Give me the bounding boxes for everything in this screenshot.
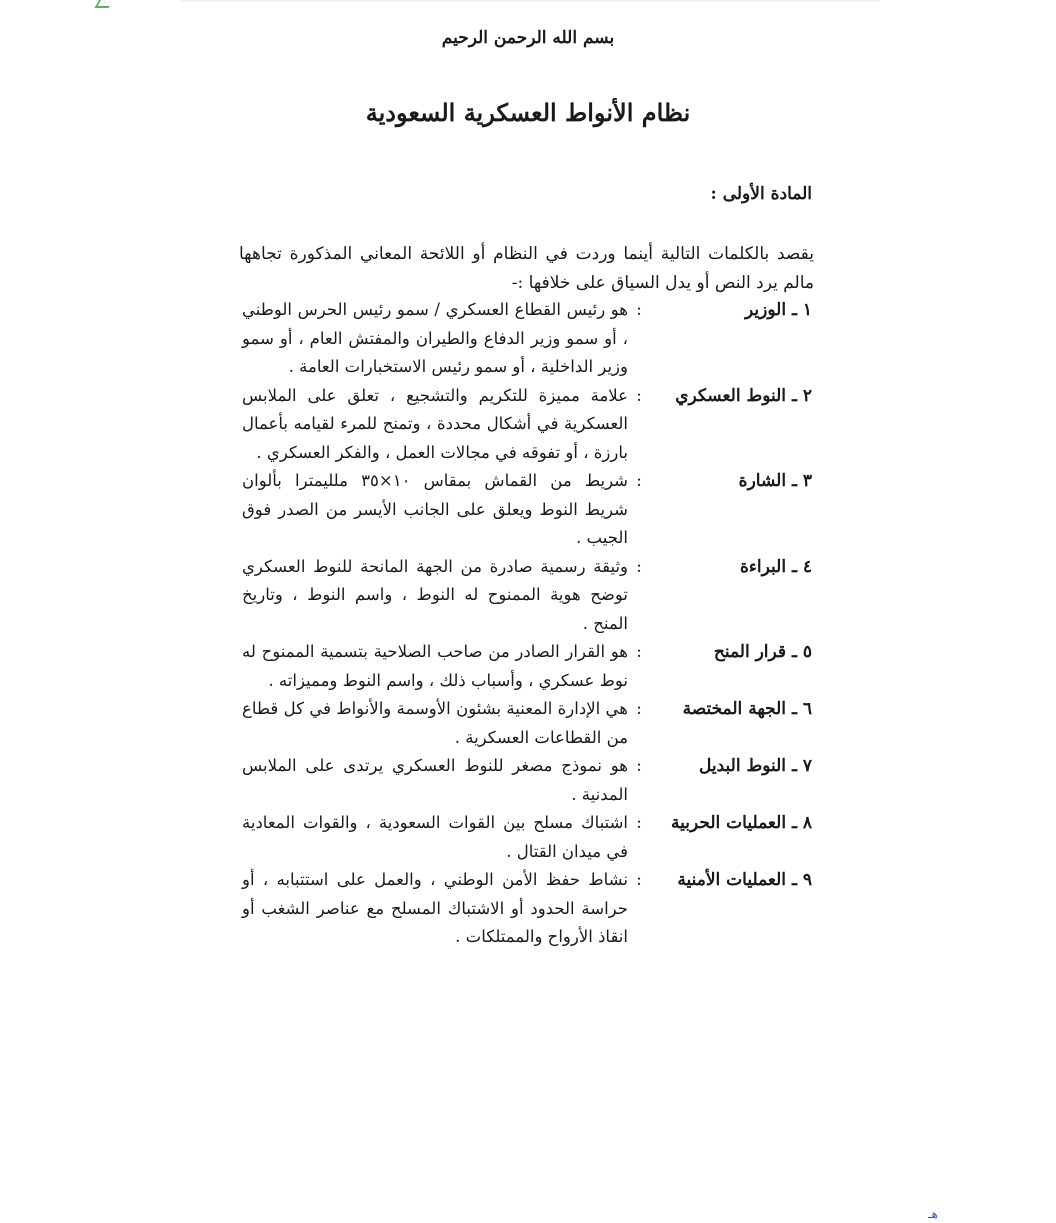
definition-colon: :	[636, 813, 642, 832]
definition-text: هي الإدارة المعنية بشئون الأوسمة والأنواط في كل قطاع من القطاعات العسكرية .	[242, 699, 628, 747]
definition-text: هو القرار الصادر من صاحب الصلاحية بتسمية الممنوح له نوط عسكري ، وأسباب ذلك ، واسم النوط ومميزاته .	[242, 642, 628, 690]
definition-colon: :	[636, 870, 642, 889]
definition-colon: :	[636, 556, 642, 576]
definition-term: ٨ ـ العمليات الحربية	[671, 813, 812, 833]
definition-text: هو نموذج مصغر للنوط العسكري يرتدى على الملابس المدنية .	[242, 756, 628, 804]
definition-item	[242, 752, 812, 809]
definition-colon: :	[636, 385, 642, 405]
definition-item	[242, 695, 812, 752]
definition-item	[242, 866, 812, 952]
definition-text: علامة مميزة للتكريم والتشجيع ، تعلق على الملابس العسكرية في أشكال محددة ، وتمنح للمرء لقيامه بأعمال بارزة ، أو تفوقه في مجالات العمل ، والفكر العسكري .	[242, 385, 628, 462]
definition-colon: :	[636, 300, 642, 319]
definition-item	[242, 638, 812, 695]
definition-text: نشاط حفظ الأمن الوطني ، والعمل على استتبابه ، أو حراسة الحدود أو الاشتباك المسلح مع عناصر الشغب أو انقاذ الأرواح والممتلكات .	[242, 870, 628, 946]
definition-item	[242, 467, 812, 553]
basmala-heading: بسم الله الرحمن الرحيم	[441, 28, 615, 48]
document-title: نظام الأنواط العسكرية السعودية	[365, 98, 691, 127]
definition-colon: :	[636, 642, 642, 661]
intro-paragraph: يقصد بالكلمات التالية أينما وردت في النظام أو اللائحة المعاني المذكورة تجاهها مالم يرد النص أو يدل السياق على خلافها :-	[239, 244, 814, 293]
definition-item	[242, 382, 812, 468]
definition-text: هو رئيس القطاع العسكري / سمو رئيس الحرس الوطني ، أو سمو وزير الدفاع والطيران والمفتش العام ، أو سمو وزير الداخلية ، أو سمو رئيس الاستخبارات العامة .	[242, 300, 628, 376]
definition-item	[242, 296, 812, 382]
definition-term: ٢ ـ النوط العسكري	[675, 385, 812, 406]
definition-term: ٥ ـ قرار المنح	[713, 642, 812, 662]
definition-item	[242, 809, 812, 866]
definition-term: ٤ ـ البراءة	[740, 556, 812, 577]
definition-term: ١ ـ الوزير	[745, 300, 812, 320]
page-corner-mark: هـ	[928, 1207, 938, 1221]
definition-term: ٩ ـ العمليات الأمنية	[677, 870, 812, 890]
definition-term: ٣ ـ الشارة	[738, 471, 812, 491]
article-heading: المادة الأولى :	[710, 184, 812, 204]
definition-text: وثيقة رسمية صادرة من الجهة المانحة للنوط العسكري توضح هوية الممنوح له النوط ، واسم النوط ، وتاريخ المنح .	[242, 556, 628, 633]
definition-colon: :	[636, 471, 642, 490]
definition-term: ٧ ـ النوط البديل	[699, 756, 812, 776]
scan-artifact	[180, 0, 880, 2]
corner-check-mark	[95, 0, 116, 8]
definitions-list	[242, 296, 812, 952]
definition-colon: :	[636, 699, 642, 718]
definition-colon: :	[636, 756, 642, 775]
definition-text: اشتباك مسلح بين القوات السعودية ، والقوات المعادية في ميدان القتال .	[242, 813, 628, 861]
definition-text: شريط من القماش بمقاس ١٠×٣٥ ملليمترا بألوان شريط النوط ويعلق على الجانب الأيسر من الصدر فوق الجيب .	[242, 471, 629, 547]
definition-term: ٦ ـ الجهة المختصة	[682, 699, 812, 719]
definition-item	[242, 553, 812, 639]
